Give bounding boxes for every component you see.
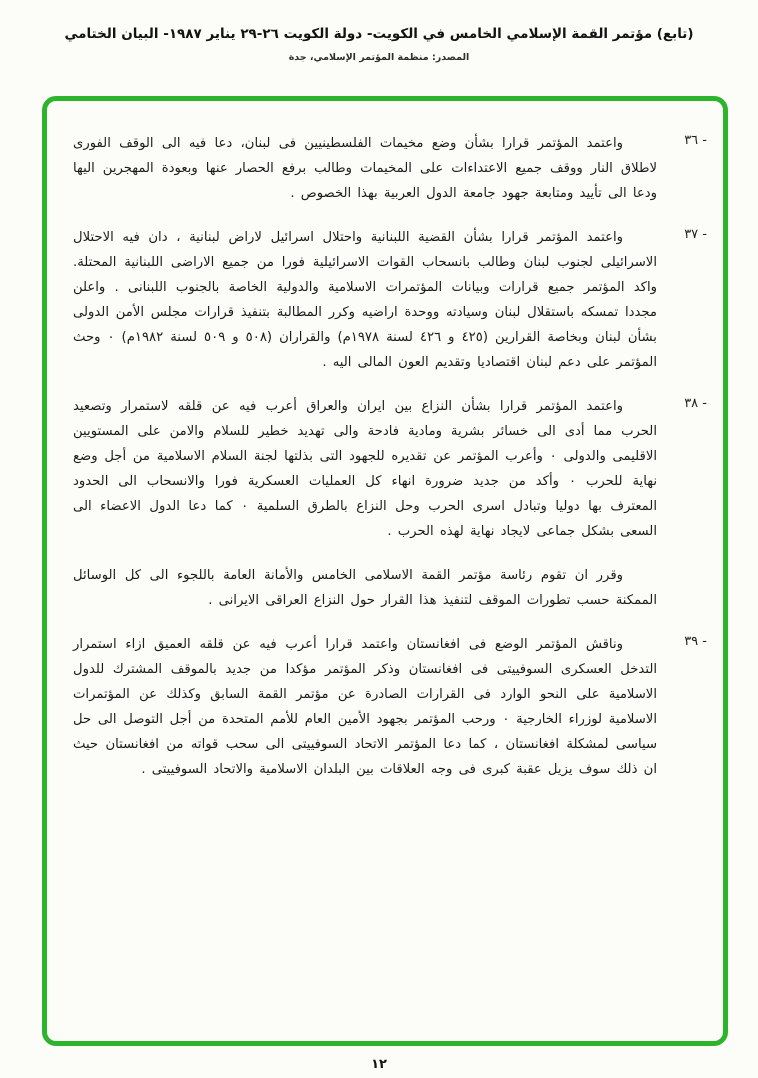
- paragraph-marker: ٣٩ -: [684, 634, 707, 649]
- document-source: المصدر: منظمة المؤتمر الإسلامي، جدة: [288, 52, 470, 63]
- page-number: ١٢: [371, 1057, 387, 1072]
- paragraph-row: [71, 394, 707, 544]
- paragraph-marker: ٣٦ -: [684, 133, 707, 148]
- content-border-box: [42, 96, 728, 1046]
- paragraph-list: [71, 131, 707, 782]
- paragraph-marker: [657, 563, 707, 613]
- paragraph-row: [71, 225, 707, 375]
- paragraph-text: وناقش المؤتمر الوضع فى افغانستان واعتمد قرارا أعرب فيه عن قلقه العميق ازاء استمرار التدخل العسكرى السوفييتى فى افغانستان وذكر المؤتمر مؤكدا من جديد بالموقف المشترك للدول الاسلامية على النحو الوارد فى القرارات الصادرة عن مؤتمر القمة السابق وكذلك عن المؤتمرات الاسلامية لوزراء الخارجية ٠ ورحب المؤتمر بجهود الأمين العام للأمم المتحدة من أجل التوصل الى حل سياسى لمشكلة افغانستان ، كما دعا المؤتمر الاتحاد السوفييتى الى سحب قواته من افغانستان حيث ان ذلك سوف يزيل عقبة كبرى فى وجه العلاقات بين البلدان الاسلامية والاتحاد السوفييتى .: [73, 637, 657, 777]
- document-header: [0, 0, 758, 63]
- paragraph-row: [71, 632, 707, 782]
- paragraph-row: [71, 563, 707, 613]
- paragraph-text: واعتمد المؤتمر قرارا بشأن وضع مخيمات الفلسطينيين فى لبنان، دعا فيه الى الوقف الفورى لاطلاق النار ووقف جميع الاعتداءات على المخيمات وطالب برفع الحصار عنها وبعودة المهجرين اليها ودعا الى تأييد ومتابعة جهود جامعة الدول العربية بهذا الخصوص .: [73, 136, 657, 201]
- paragraph-row: [71, 131, 707, 206]
- paragraph-marker: ٣٧ -: [684, 227, 707, 242]
- paragraph-text: واعتمد المؤتمر قرارا بشأن القضية اللبنانية واحتلال اسرائيل لاراض لبنانية ، دان فيه الاحتلال الاسرائيلى لجنوب لبنان وطالب بانسحاب القوات الاسرائيلية فورا من جميع الاراضى اللبنانية المحتلة. واكد المؤتمر جميع قرارات وبيانات المؤتمرات الاسلامية والدولية الخاصة بالجنوب اللبنانى . واعلن مجددا تمسكه باستقلال لبنان وسيادته ووحدة اراضيه وكرر المطالبة بتنفيذ قرارات مجلس الأمن الدولى بشأن لبنان وبخاصة القرارين (٤٢٥ و ٤٢٦ لسنة ١٩٧٨م) والقراران (٥٠٨ و ٥٠٩ لسنة ١٩٨٢م) ٠ وحث المؤتمر على دعم لبنان اقتصاديا وتقديم العون المالى اليه .: [73, 230, 657, 370]
- paragraph-text: واعتمد المؤتمر قرارا بشأن النزاع بين ايران والعراق أعرب فيه عن قلقه لاستمرار وتصعيد الحرب مما أدى الى خسائر بشرية ومادية فادحة والى تهديد خطير للسلام والامن على المستويين الاقليمى والدولى ٠ وأعرب المؤتمر عن تقديره للجهود التى بذلتها لجنة السلام الاسلامية من أجل وضع نهاية للحرب ٠ وأكد من جديد ضرورة انهاء كل العمليات العسكرية فورا والانسحاب الى الحدود المعترف بها دوليا وتبادل اسرى الحرب وحل النزاع بالطرق السلمية ٠ كما دعا الدول الاعضاء الى السعى بشكل جماعى لايجاد نهاية لهذه الحرب .: [73, 399, 658, 539]
- paragraph-text: وقرر ان تقوم رئاسة مؤتمر القمة الاسلامى الخامس والأمانة العامة باللجوء الى كل الوسائل الممكنة حسب تطورات الموقف لتنفيذ هذا القرار حول النزاع العراقى الايرانى .: [73, 568, 657, 608]
- paragraph-marker: ٣٨ -: [684, 396, 707, 411]
- document-title: (تابع) مؤتمر القمة الإسلامي الخامس في الكويت- دولة الكويت ٢٦-٢٩ يناير ١٩٨٧- البيان الختامي: [64, 26, 694, 42]
